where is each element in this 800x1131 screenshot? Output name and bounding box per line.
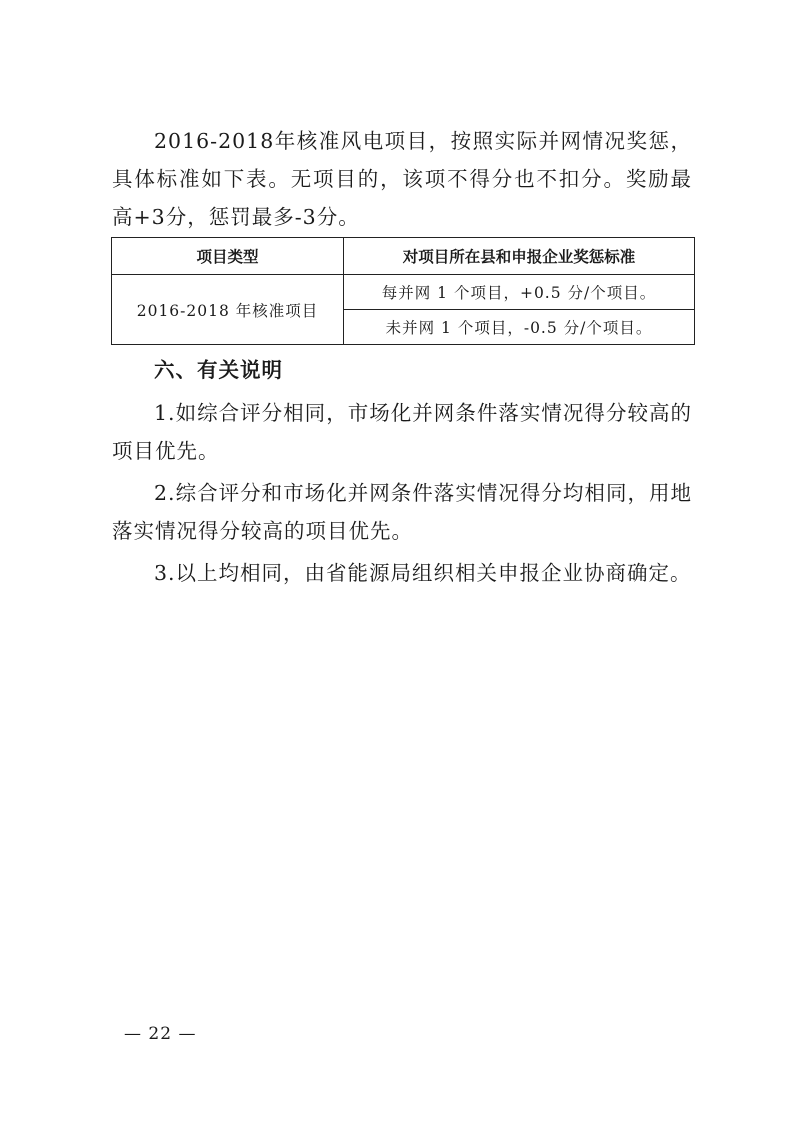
rule-not-connected: 未并网 1 个项目，-0.5 分/个项目。 — [344, 310, 695, 345]
paragraph-note-3: 3.以上均相同，由省能源局组织相关申报企业协商确定。 — [154, 561, 692, 585]
header-standard: 对项目所在县和申报企业奖惩标准 — [344, 238, 695, 275]
reward-penalty-table — [111, 237, 695, 345]
section-heading: 六、有关说明 — [154, 358, 283, 382]
paragraph-note-1: 1.如综合评分相同，市场化并网条件落实情况得分较高的项目优先。 — [112, 401, 692, 463]
paragraph-note-2: 2.综合评分和市场化并网条件落实情况得分均相同，用地落实情况得分较高的项目优先。 — [112, 481, 692, 543]
page-number: — 22 — — [124, 1024, 197, 1044]
paragraph-wind-projects: 2016-2018年核准风电项目，按照实际并网情况奖惩，具体标准如下表。无项目的，该项不得分也不扣分。奖励最高+3分，惩罚最多-3分。 — [112, 129, 692, 229]
rule-connected: 每并网 1 个项目，+0.5 分/个项目。 — [344, 275, 695, 310]
row-label-approved-projects: 2016-2018 年核准项目 — [112, 275, 344, 345]
table-row — [112, 275, 695, 310]
table-header-row — [112, 238, 695, 275]
header-project-type: 项目类型 — [112, 238, 344, 275]
